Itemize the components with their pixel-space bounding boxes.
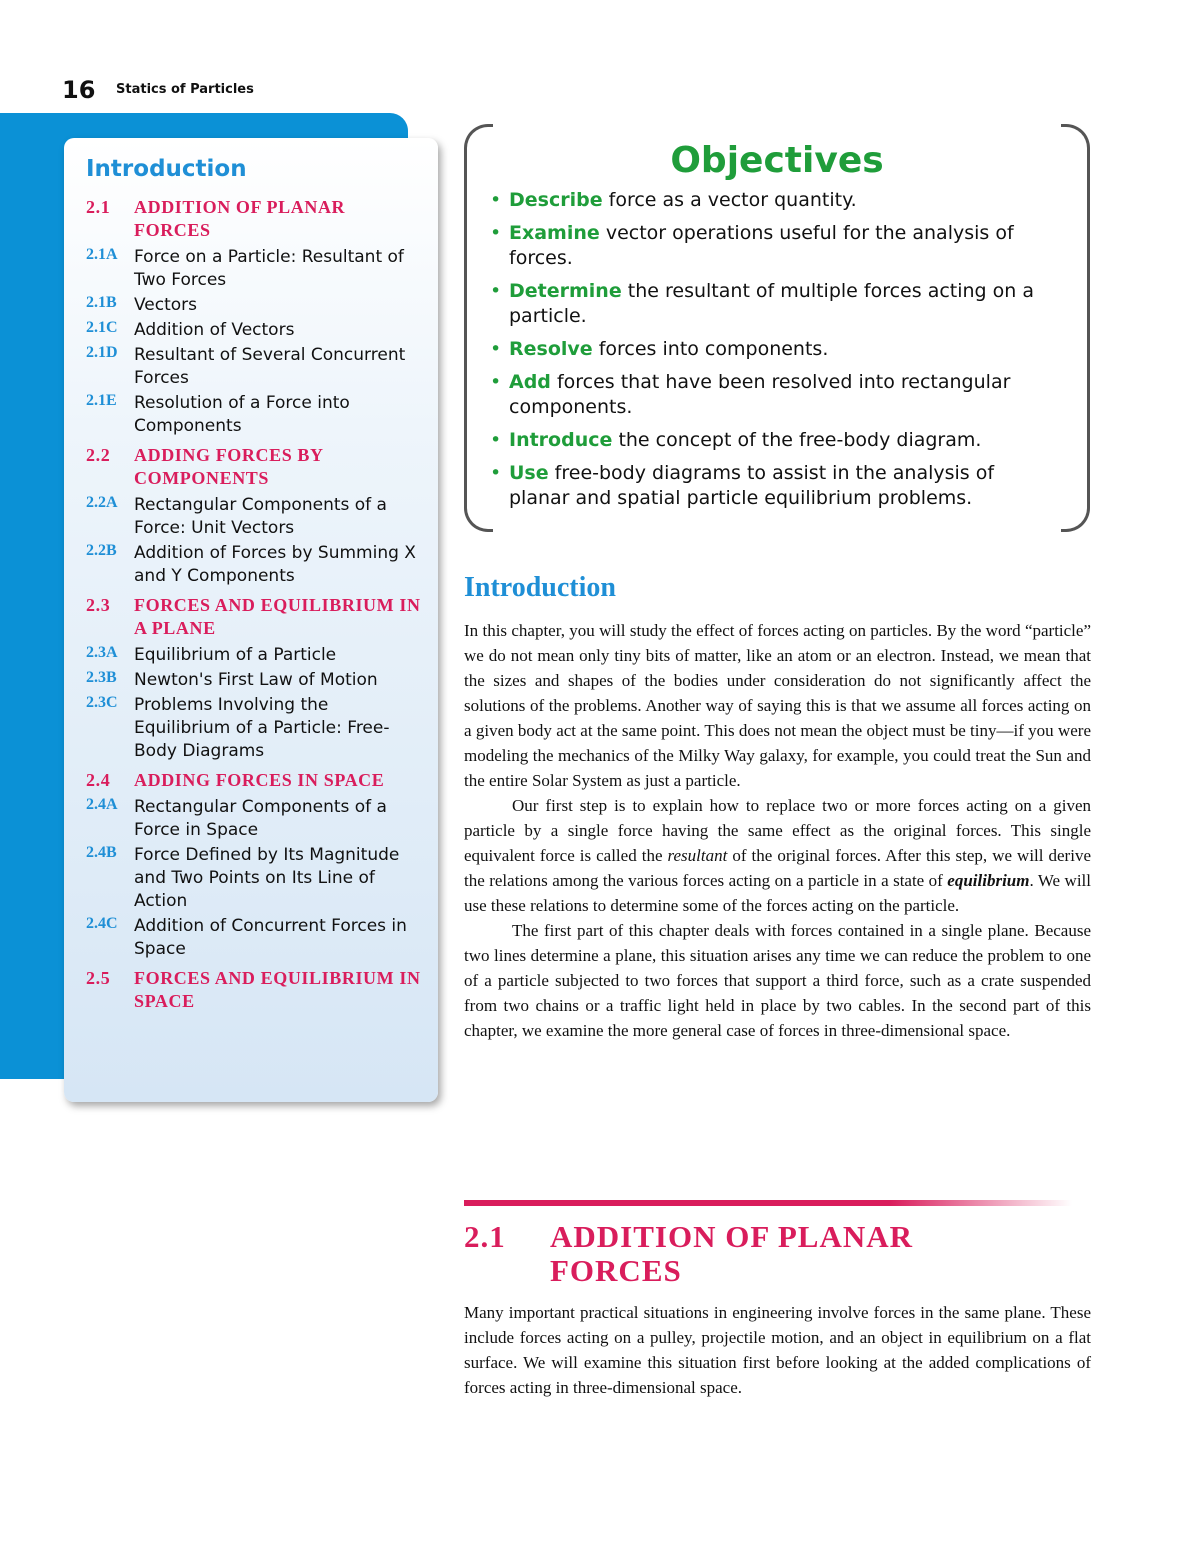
outline-subsection: [86, 542, 438, 588]
term-resultant: resultant: [667, 846, 728, 865]
objective-text: vector operations useful for the analysis of forces.: [509, 222, 1014, 269]
section-body: Many important practical situations in engineering involve forces in the same plane. These include forces acting on a pulley, projectile motion, and an object in equilibrium on a flat surface. We will examine this situation first before looking at the added complications of forces acting in three-dimensional space.: [464, 1303, 1091, 1397]
section-number: 2.1: [464, 1219, 506, 1254]
outline-subsection: [86, 319, 438, 342]
running-title: Statics of Particles: [116, 82, 254, 97]
objective-item: [490, 337, 1060, 362]
objective-text: force as a vector quantity.: [608, 189, 857, 211]
outline-section: [86, 769, 438, 792]
right-bracket: [1061, 124, 1090, 532]
objective-keyword: Use: [509, 462, 549, 484]
outline-list: [86, 196, 438, 1013]
outline-subsection: [86, 796, 438, 842]
outline-item-number: 2.2B: [86, 542, 117, 559]
outline-subsection: [86, 392, 438, 438]
outline-subsection: [86, 844, 438, 913]
page-number: 16: [62, 76, 96, 104]
outline-item-text: Addition of Concurrent Forces in Space: [134, 916, 407, 959]
outline-item-text: Equilibrium of a Particle: [134, 645, 337, 665]
outline-item-text: Newton's First Law of Motion: [134, 670, 378, 690]
objective-text: the resultant of multiple forces acting on a particle.: [509, 280, 1034, 327]
outline-item-text: ADDING FORCES BY COMPONENTS: [134, 445, 323, 488]
outline-subsection: [86, 644, 438, 667]
outline-heading: Introduction: [86, 156, 247, 182]
outline-subsection: [86, 246, 438, 292]
intro-paragraph-1: In this chapter, you will study the effect of forces acting on particles. By the word “particle” we do not mean only tiny bits of matter, like an atom or an electron. Instead, we mean that the sizes and shapes of the bodies under consideration do not significantly affect the solutions of the problems. Another way of saying this is that we assume all forces acting on a given body act at the same point. This does not mean the object must be tiny—if you were modeling the mechanics of the Milky Way galaxy, for example, you could treat the Sun and the entire Solar System as just a particle.: [464, 621, 1091, 790]
objective-text: the concept of the free-body diagram.: [618, 429, 982, 451]
outline-section: [86, 967, 438, 1013]
outline-item-number: 2.3B: [86, 669, 117, 686]
objective-keyword: Determine: [509, 280, 622, 302]
intro-p2-part2: of the original forces. After this step, we will derive the relations among the various forces acting on a particle in a state of: [464, 846, 1091, 890]
intro-p2-part1: Our first step is to explain how to replace two or more forces acting on a given particle by a single force having the same effect as the original forces. This single equivalent force is called the: [464, 796, 1091, 865]
intro-paragraph-3: The first part of this chapter deals with forces contained in a single plane. Because two lines determine a plane, this situation arises any time we can reduce the problem to one of a particle subjected to two forces that support a third force, such as a crate suspended from two chains or a traffic light held in place by two cables. In the second part of this chapter, we examine the more general case of forces in three-dimensional space.: [464, 921, 1091, 1040]
outline-item-text: Vectors: [134, 295, 198, 315]
left-bracket: [464, 124, 493, 532]
section-title: ADDITION OF PLANAR FORCES: [550, 1219, 914, 1288]
outline-item-number: 2.4A: [86, 796, 118, 813]
outline-section: [86, 594, 438, 640]
outline-subsection: [86, 344, 438, 390]
objective-item: [490, 370, 1060, 420]
outline-item-number: 2.1: [86, 197, 111, 217]
objective-item: [490, 428, 1060, 453]
outline-item-number: 2.2A: [86, 494, 118, 511]
outline-item-text: Addition of Forces by Summing X and Y Components: [134, 543, 416, 586]
outline-item-text: Force Defined by Its Magnitude and Two Points on Its Line of Action: [134, 845, 400, 911]
outline-item-text: Addition of Vectors: [134, 320, 295, 340]
outline-item-text: FORCES AND EQUILIBRIUM IN SPACE: [134, 968, 421, 1011]
introduction-heading: Introduction: [464, 572, 616, 603]
outline-subsection: [86, 694, 438, 763]
objective-text: forces into components.: [598, 338, 829, 360]
outline-item-text: ADDING FORCES IN SPACE: [134, 770, 385, 790]
outline-item-text: ADDITION OF PLANAR FORCES: [134, 197, 346, 240]
introduction-body: [464, 618, 1091, 1043]
outline-subsection: [86, 669, 438, 692]
objective-item: [490, 188, 1060, 213]
chapter-outline: [64, 138, 438, 1102]
objective-item: [490, 279, 1060, 329]
outline-item-number: 2.5: [86, 968, 111, 988]
outline-item-number: 2.1E: [86, 392, 117, 409]
outline-item-number: 2.1D: [86, 344, 118, 361]
objectives-box: [464, 124, 1090, 526]
section-rule: [464, 1200, 1072, 1206]
term-equilibrium: equilibrium: [947, 871, 1030, 890]
outline-item-text: Force on a Particle: Resultant of Two Forces: [134, 247, 404, 290]
outline-item-text: FORCES AND EQUILIBRIUM IN A PLANE: [134, 595, 421, 638]
outline-item-number: 2.3A: [86, 644, 118, 661]
section-heading: [464, 1220, 990, 1288]
intro-p2-part3: . We will use these relations to determine some of the forces acting on the particle.: [464, 871, 1091, 915]
outline-item-number: 2.3: [86, 595, 111, 615]
outline-item-text: Resultant of Several Concurrent Forces: [134, 345, 406, 388]
intro-paragraph-2: [464, 793, 1091, 918]
objective-item: [490, 461, 1060, 511]
outline-item-number: 2.1B: [86, 294, 117, 311]
objective-keyword: Introduce: [509, 429, 613, 451]
objective-keyword: Describe: [509, 189, 603, 211]
outline-item-number: 2.4: [86, 770, 111, 790]
outline-item-number: 2.1C: [86, 319, 118, 336]
outline-item-text: Resolution of a Force into Components: [134, 393, 350, 436]
outline-item-number: 2.2: [86, 445, 111, 465]
outline-item-text: Rectangular Components of a Force in Space: [134, 797, 387, 840]
objective-keyword: Add: [509, 371, 551, 393]
outline-item-text: Rectangular Components of a Force: Unit Vectors: [134, 495, 387, 538]
outline-subsection: [86, 294, 438, 317]
outline-section: [86, 196, 438, 242]
objective-text: free-body diagrams to assist in the analysis of planar and spatial particle equilibrium problems.: [509, 462, 995, 509]
outline-subsection: [86, 494, 438, 540]
outline-subsection: [86, 915, 438, 961]
outline-item-number: 2.4B: [86, 844, 117, 861]
objectives-title: Objectives: [670, 140, 884, 181]
outline-section: [86, 444, 438, 490]
objective-text: forces that have been resolved into rectangular components.: [509, 371, 1011, 418]
outline-item-text: Problems Involving the Equilibrium of a Particle: Free-Body Diagrams: [134, 695, 390, 761]
objective-keyword: Examine: [509, 222, 600, 244]
outline-item-number: 2.1A: [86, 246, 118, 263]
objective-keyword: Resolve: [509, 338, 593, 360]
outline-item-number: 2.4C: [86, 915, 118, 932]
outline-item-number: 2.3C: [86, 694, 118, 711]
objective-item: [490, 221, 1060, 271]
objectives-list: [490, 188, 1060, 519]
